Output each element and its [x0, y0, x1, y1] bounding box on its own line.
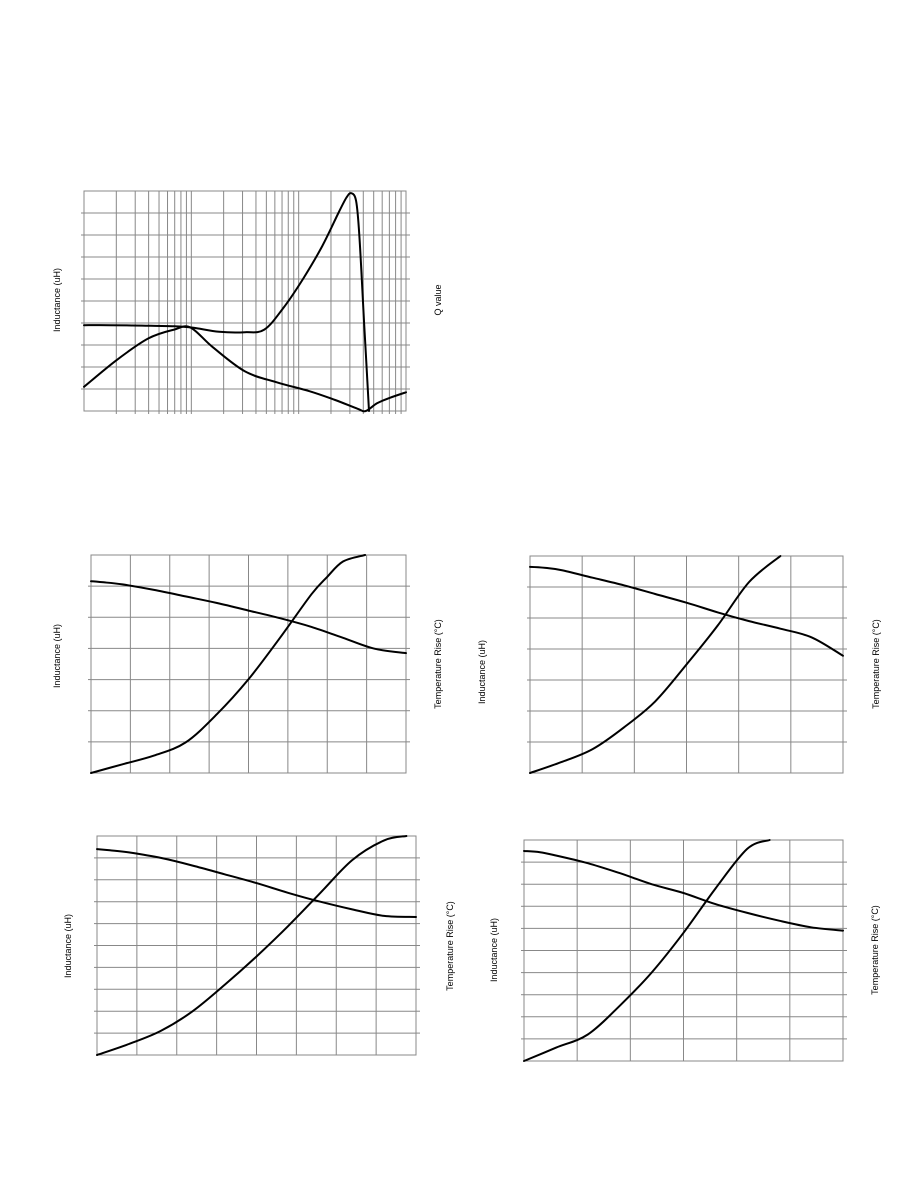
y2-axis-label: Temperature Rise (°C) [445, 901, 455, 991]
chart-current-inductance-temp-4 [489, 840, 880, 1061]
series-line-1 [84, 193, 369, 411]
y-axis-label: Inductance (uH) [52, 267, 62, 333]
chart-frequency-inductance-q [52, 191, 443, 414]
y-axis-label: Inductance (uH) [52, 623, 62, 689]
chart-current-inductance-temp-2 [63, 836, 455, 1055]
chart-current-inductance-temp-3 [477, 556, 881, 773]
y2-axis-label: Temperature Rise (°C) [433, 619, 443, 709]
y2-axis-label: Q value [433, 284, 443, 316]
y-axis-label: Inductance (uH) [489, 917, 499, 983]
y-axis-label: Inductance (uH) [477, 639, 487, 705]
y2-axis-label: Temperature Rise (°C) [870, 905, 880, 995]
y2-axis-label: Temperature Rise (°C) [871, 619, 881, 709]
y-axis-label: Inductance (uH) [63, 913, 73, 979]
chart-current-inductance-temp-1 [52, 555, 443, 773]
series-line-2 [91, 555, 365, 773]
series-line-2 [84, 326, 406, 411]
series-line-2 [530, 556, 780, 773]
